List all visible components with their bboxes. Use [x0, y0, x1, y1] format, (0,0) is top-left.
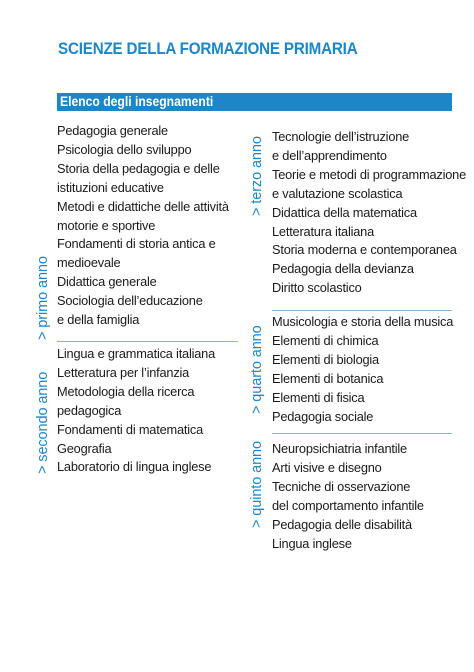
- list-item: pedagogica: [57, 402, 122, 418]
- list-item: Storia della pedagogia e delle: [57, 160, 220, 176]
- list-item: Letteratura per l’infanzia: [57, 364, 190, 380]
- list-item: Lingua inglese: [272, 535, 352, 551]
- list-item: Pedagogia sociale: [272, 408, 374, 424]
- year-label-terzo-anno: > terzo anno: [249, 136, 265, 216]
- list-item: motorie e sportive: [57, 217, 156, 233]
- list-item: Storia moderna e contemporanea: [272, 242, 457, 258]
- course-list-quarto-anno: [272, 313, 453, 426]
- list-item: Elementi di botanica: [272, 370, 384, 386]
- list-item: Musicologia e storia della musica: [272, 314, 454, 329]
- list-item: e valutazione scolastica: [272, 185, 403, 201]
- list-item: Elementi di biologia: [272, 351, 379, 367]
- year-label-quarto-anno: > quarto anno: [249, 325, 265, 414]
- list-item: Sociologia dell’educazione: [57, 293, 203, 309]
- page-title: SCIENZE DELLA FORMAZIONE PRIMARIA: [58, 40, 358, 58]
- list-item: Lingua e grammatica italiana: [57, 346, 216, 361]
- list-item: Metodi e didattiche delle attività: [57, 198, 229, 214]
- list-item: Pedagogia delle disabilità: [272, 516, 412, 532]
- course-list-header-label: Elenco degli insegnamenti: [60, 94, 214, 109]
- year-label-quinto-anno: > quinto anno: [249, 441, 265, 528]
- list-item: Fondamenti di matematica: [57, 421, 203, 437]
- list-item: Tecnologie dell’istruzione: [272, 129, 410, 144]
- list-item: Diritto scolastico: [272, 280, 362, 296]
- course-list-terzo-anno: [272, 128, 466, 298]
- course-list-header: [57, 93, 452, 111]
- list-item: Metodologia della ricerca: [57, 383, 195, 399]
- section-divider: [272, 433, 452, 434]
- section-divider: [57, 341, 238, 342]
- list-item: e della famiglia: [57, 312, 140, 328]
- course-list-quinto-anno: [272, 440, 424, 553]
- list-item: Pedagogia generale: [57, 123, 168, 138]
- list-item: Elementi di chimica: [272, 332, 379, 348]
- course-list-primo-anno: [57, 122, 229, 330]
- list-item: Psicologia dello sviluppo: [57, 141, 192, 157]
- list-item: Didattica generale: [57, 274, 157, 290]
- section-divider: [272, 310, 452, 311]
- list-item: Tecniche di osservazione: [272, 478, 411, 494]
- list-item: medioevale: [57, 255, 121, 271]
- list-item: Laboratorio di lingua inglese: [57, 459, 212, 475]
- list-item: del comportamento infantile: [272, 497, 424, 513]
- list-item: istituzioni educative: [57, 179, 164, 195]
- list-item: e dell’apprendimento: [272, 147, 387, 163]
- year-label-primo-anno: > primo anno: [35, 256, 51, 340]
- list-item: Geografia: [57, 440, 112, 456]
- course-list-secondo-anno: [57, 345, 215, 477]
- list-item: Neuropsichiatria infantile: [272, 441, 407, 456]
- list-item: Arti visive e disegno: [272, 459, 382, 475]
- list-item: Fondamenti di storia antica e: [57, 236, 216, 252]
- list-item: Letteratura italiana: [272, 223, 374, 239]
- year-label-secondo-anno: > secondo anno: [35, 371, 51, 474]
- list-item: Teorie e metodi di programmazione: [272, 166, 466, 182]
- list-item: Pedagogia della devianza: [272, 261, 414, 277]
- list-item: Didattica della matematica: [272, 204, 417, 220]
- list-item: Elementi di fisica: [272, 389, 365, 405]
